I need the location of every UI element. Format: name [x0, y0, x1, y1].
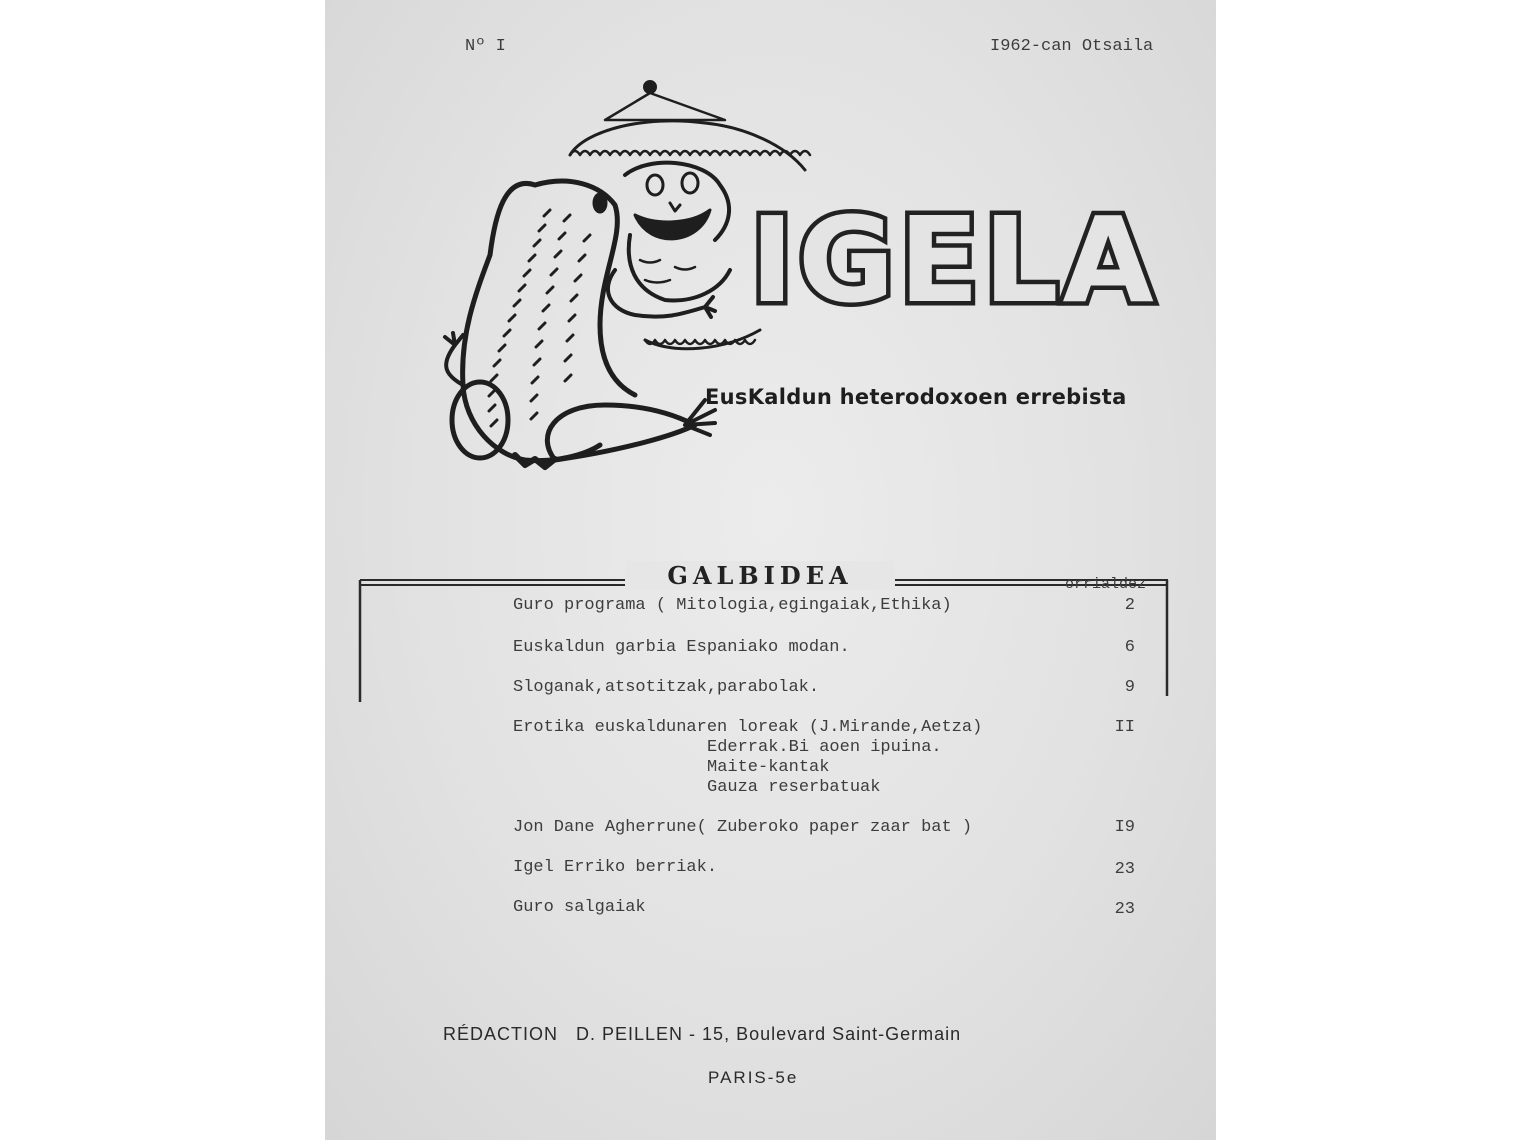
toc-subentry: Maite-kantak — [707, 758, 830, 777]
toc-entry-page: 23 — [1114, 860, 1135, 879]
issue-date: I962-can Otsaila — [990, 37, 1154, 56]
toc-entry-title: Guro salgaiak — [513, 898, 646, 917]
toc-entry-title: Jon Dane Agherrune( Zuberoko paper zaar bat ) — [513, 818, 973, 837]
toc-entry-page: 9 — [1124, 678, 1135, 697]
toc-entry-page: 23 — [1114, 900, 1135, 919]
toc-heading: GALBIDEA — [625, 561, 895, 590]
toc-subentry: Ederrak.Bi aoen ipuina. — [707, 738, 942, 757]
pages-column-label: orrialdez — [1065, 576, 1147, 593]
editorial-address: RÉDACTION D. PEILLEN - 15, Boulevard Saint-Germain — [443, 1024, 962, 1044]
toc-entry-page: 6 — [1124, 638, 1135, 657]
toc-entry-page: I9 — [1114, 818, 1135, 837]
editorial-city: PARIS-5e — [708, 1068, 799, 1087]
toc-entry-title: Igel Erriko berriak. — [513, 858, 718, 877]
toc-entry-page: II — [1114, 718, 1135, 737]
toc-entry-title: Sloganak,atsotitzak,parabolak. — [513, 678, 820, 697]
magazine-title: IGELA — [750, 191, 1158, 329]
magazine-cover-page — [325, 0, 1216, 1140]
toc-entry-title: Euskaldun garbia Espaniako modan. — [513, 638, 850, 657]
toc-entry-title: Guro programa ( Mitologia,egingaiak,Ethika) — [513, 596, 952, 615]
toc-entry-page: 2 — [1124, 596, 1135, 615]
toc-subentry: Gauza reserbatuak — [707, 778, 881, 797]
masthead — [750, 190, 1158, 330]
magazine-subtitle: EusKaldun heterodoxoen errebista — [705, 385, 1127, 409]
toc-entry-title: Erotika euskaldunaren loreak (J.Mirande,Aetza) — [513, 718, 983, 737]
issue-number: Nº I — [465, 37, 506, 56]
